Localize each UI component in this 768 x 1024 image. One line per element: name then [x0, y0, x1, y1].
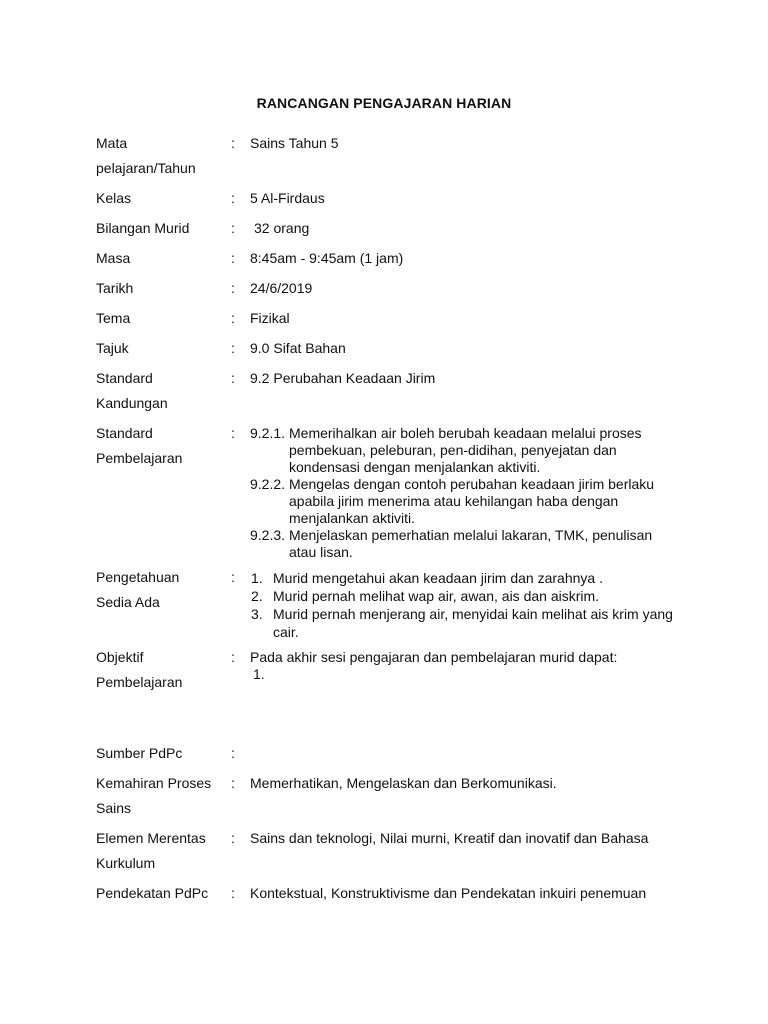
document-title: RANCANGAN PENGAJARAN HARIAN — [256, 95, 512, 111]
list-item: 2. Murid pernah melihat wap air, awan, ais dan aiskrim. — [251, 588, 600, 604]
colon: : — [231, 775, 235, 791]
colon: : — [231, 830, 235, 846]
colon: : — [231, 220, 235, 236]
list-item: 3. Murid pernah menjerang air, menyidai kain melihat ais krim yang cair. — [251, 606, 673, 640]
value-class: 5 Al-Firdaus — [250, 190, 325, 206]
label-time: Masa — [96, 250, 131, 266]
prior-knowledge-list — [251, 569, 721, 641]
label-learning-objective: Objektif Pembelajaran — [96, 649, 183, 690]
label-student-count: Bilangan Murid — [96, 220, 190, 236]
label-content-standard: Standard Kandungan — [96, 370, 168, 411]
colon: : — [231, 135, 235, 151]
label-subject: Mata pelajaran/Tahun — [96, 135, 196, 176]
label-class: Kelas — [96, 190, 132, 206]
list-item: 9.2.3. Menjelaskan pemerhatian melalui lakaran, TMK, penulisan atau lisan. — [250, 527, 653, 560]
label-prior-knowledge: Pengetahuan Sedia Ada — [96, 569, 180, 610]
value-time: 8:45am - 9:45am (1 jam) — [250, 250, 404, 266]
label-approach: Pendekatan PdPc — [96, 885, 209, 901]
value-theme: Fizikal — [250, 310, 290, 326]
value-approach: Kontekstual, Konstruktivisme dan Pendekatan inkuiri penemuan — [250, 885, 647, 901]
colon: : — [231, 190, 235, 206]
learning-objective: Pada akhir sesi pengajaran dan pembelajaran murid dapat: 1. — [250, 649, 720, 683]
value-topic: 9.0 Sifat Bahan — [250, 340, 346, 356]
colon: : — [231, 649, 235, 665]
list-item: 9.2.2. Mengelas dengan contoh perubahan keadaan jirim berlaku apabila jirim menerima atau kehilangan haba dengan menjalankan aktiviti. — [250, 476, 655, 526]
value-science-process-skills: Memerhatikan, Mengelaskan dan Berkomunikasi. — [250, 775, 557, 791]
label-learning-standard: Standard Pembelajaran — [96, 425, 183, 466]
colon: : — [231, 745, 235, 761]
value-cross-curricular: Sains dan teknologi, Nilai murni, Kreatif dan inovatif dan Bahasa — [250, 830, 649, 846]
colon: : — [231, 425, 235, 441]
label-topic: Tajuk — [96, 340, 129, 356]
colon: : — [231, 280, 235, 296]
label-resources: Sumber PdPc — [96, 745, 183, 761]
value-student-count: 32 orang — [254, 220, 310, 236]
label-theme: Tema — [96, 310, 131, 326]
colon: : — [231, 250, 235, 266]
colon: : — [231, 370, 235, 386]
colon: : — [231, 569, 235, 585]
list-item: 1. — [253, 666, 265, 682]
learning-standard-list — [250, 425, 720, 561]
label-science-process-skills: Kemahiran Proses Sains — [96, 775, 212, 816]
label-cross-curricular: Elemen Merentas Kurkulum — [96, 830, 206, 871]
label-date: Tarikh — [96, 280, 134, 296]
value-subject: Sains Tahun 5 — [250, 135, 339, 151]
list-item: 9.2.1. Memerihalkan air boleh berubah keadaan melalui proses pembekuan, peleburan, pen-didihan, penyejatan dan kondensasi dengan menjalankan aktiviti. — [250, 425, 642, 475]
list-item: 1. Murid mengetahui akan keadaan jirim dan zarahnya . — [251, 570, 603, 586]
colon: : — [231, 310, 235, 326]
colon: : — [231, 885, 235, 901]
value-content-standard: 9.2 Perubahan Keadaan Jirim — [250, 370, 436, 386]
value-date: 24/6/2019 — [250, 280, 313, 296]
colon: : — [231, 340, 235, 356]
